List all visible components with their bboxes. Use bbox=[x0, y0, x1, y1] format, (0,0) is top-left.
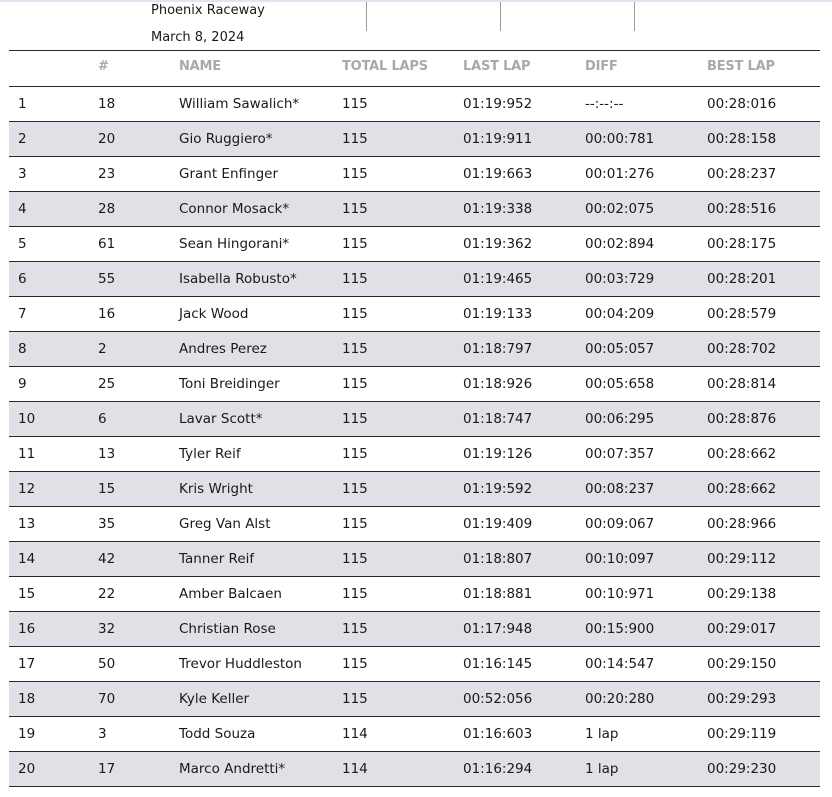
table-row bbox=[9, 157, 820, 192]
diff-cell: 00:02:075 bbox=[585, 201, 655, 217]
best-lap-cell: 00:29:017 bbox=[707, 621, 777, 637]
diff-cell: 00:20:280 bbox=[585, 691, 655, 707]
car-number-cell: 3 bbox=[98, 726, 107, 742]
total-laps-cell: 115 bbox=[342, 271, 368, 287]
last-lap-cell: 01:16:603 bbox=[463, 726, 533, 742]
last-lap-cell: 01:19:338 bbox=[463, 201, 533, 217]
position-cell: 10 bbox=[18, 411, 36, 427]
driver-name-cell: Sean Hingorani* bbox=[179, 236, 290, 252]
diff-cell: 00:10:971 bbox=[585, 586, 655, 602]
table-row bbox=[9, 87, 820, 122]
col-header-total-laps: TOTAL LAPS bbox=[342, 59, 428, 74]
diff-cell: 1 lap bbox=[585, 761, 619, 777]
best-lap-cell: 00:28:966 bbox=[707, 516, 777, 532]
car-number-cell: 22 bbox=[98, 586, 116, 602]
best-lap-cell: 00:29:138 bbox=[707, 586, 777, 602]
car-number-cell: 16 bbox=[98, 306, 116, 322]
table-row bbox=[9, 437, 820, 472]
table-row bbox=[9, 507, 820, 542]
diff-cell: --:--:-- bbox=[585, 96, 624, 112]
table-row bbox=[9, 227, 820, 262]
last-lap-cell: 01:19:126 bbox=[463, 446, 533, 462]
position-cell: 19 bbox=[18, 726, 36, 742]
last-lap-cell: 01:19:911 bbox=[463, 131, 533, 147]
table-row bbox=[9, 262, 820, 297]
best-lap-cell: 00:28:876 bbox=[707, 411, 777, 427]
best-lap-cell: 00:29:112 bbox=[707, 551, 777, 567]
header-divider bbox=[634, 2, 635, 31]
col-header-last-lap: LAST LAP bbox=[463, 59, 531, 74]
car-number-cell: 17 bbox=[98, 761, 116, 777]
driver-name-cell: Greg Van Alst bbox=[179, 516, 271, 532]
last-lap-cell: 01:18:747 bbox=[463, 411, 533, 427]
driver-name-cell: Kris Wright bbox=[179, 481, 253, 497]
position-cell: 1 bbox=[18, 96, 27, 112]
best-lap-cell: 00:28:702 bbox=[707, 341, 777, 357]
car-number-cell: 32 bbox=[98, 621, 116, 637]
table-row bbox=[9, 577, 820, 612]
car-number-cell: 70 bbox=[98, 691, 116, 707]
car-number-cell: 42 bbox=[98, 551, 116, 567]
last-lap-cell: 01:18:881 bbox=[463, 586, 533, 602]
total-laps-cell: 115 bbox=[342, 621, 368, 637]
car-number-cell: 2 bbox=[98, 341, 107, 357]
car-number-cell: 18 bbox=[98, 96, 116, 112]
position-cell: 4 bbox=[18, 201, 27, 217]
car-number-cell: 50 bbox=[98, 656, 116, 672]
total-laps-cell: 115 bbox=[342, 691, 368, 707]
table-row bbox=[9, 682, 820, 717]
header-divider bbox=[500, 2, 501, 31]
table-row bbox=[9, 612, 820, 647]
total-laps-cell: 115 bbox=[342, 586, 368, 602]
total-laps-cell: 115 bbox=[342, 411, 368, 427]
best-lap-cell: 00:28:175 bbox=[707, 236, 777, 252]
total-laps-cell: 115 bbox=[342, 166, 368, 182]
col-header-diff: DIFF bbox=[585, 59, 618, 74]
car-number-cell: 35 bbox=[98, 516, 116, 532]
last-lap-cell: 01:19:592 bbox=[463, 481, 533, 497]
driver-name-cell: Gio Ruggiero* bbox=[179, 131, 273, 147]
last-lap-cell: 00:52:056 bbox=[463, 691, 533, 707]
diff-cell: 1 lap bbox=[585, 726, 619, 742]
driver-name-cell: Tyler Reif bbox=[179, 446, 241, 462]
car-number-cell: 15 bbox=[98, 481, 116, 497]
best-lap-cell: 00:28:662 bbox=[707, 446, 777, 462]
table-row bbox=[9, 367, 820, 402]
best-lap-cell: 00:28:814 bbox=[707, 376, 777, 392]
total-laps-cell: 115 bbox=[342, 306, 368, 322]
position-cell: 15 bbox=[18, 586, 36, 602]
total-laps-cell: 115 bbox=[342, 551, 368, 567]
driver-name-cell: Amber Balcaen bbox=[179, 586, 282, 602]
last-lap-cell: 01:19:133 bbox=[463, 306, 533, 322]
best-lap-cell: 00:28:201 bbox=[707, 271, 777, 287]
diff-cell: 00:07:357 bbox=[585, 446, 655, 462]
col-header-name: NAME bbox=[179, 59, 221, 74]
driver-name-cell: Tanner Reif bbox=[179, 551, 255, 567]
last-lap-cell: 01:17:948 bbox=[463, 621, 533, 637]
best-lap-cell: 00:28:237 bbox=[707, 166, 777, 182]
diff-cell: 00:03:729 bbox=[585, 271, 655, 287]
car-number-cell: 28 bbox=[98, 201, 116, 217]
car-number-cell: 20 bbox=[98, 131, 116, 147]
best-lap-cell: 00:29:150 bbox=[707, 656, 777, 672]
driver-name-cell: William Sawalich* bbox=[179, 96, 300, 112]
driver-name-cell: Toni Breidinger bbox=[179, 376, 280, 392]
last-lap-cell: 01:18:797 bbox=[463, 341, 533, 357]
table-row bbox=[9, 122, 820, 157]
driver-name-cell: Grant Enfinger bbox=[179, 166, 278, 182]
last-lap-cell: 01:19:362 bbox=[463, 236, 533, 252]
car-number-cell: 13 bbox=[98, 446, 116, 462]
position-cell: 6 bbox=[18, 271, 27, 287]
best-lap-cell: 00:28:158 bbox=[707, 131, 777, 147]
position-cell: 2 bbox=[18, 131, 27, 147]
last-lap-cell: 01:18:926 bbox=[463, 376, 533, 392]
diff-cell: 00:09:067 bbox=[585, 516, 655, 532]
diff-cell: 00:00:781 bbox=[585, 131, 655, 147]
position-cell: 13 bbox=[18, 516, 36, 532]
diff-cell: 00:15:900 bbox=[585, 621, 655, 637]
table-row bbox=[9, 752, 820, 787]
diff-cell: 00:01:276 bbox=[585, 166, 655, 182]
total-laps-cell: 115 bbox=[342, 201, 368, 217]
car-number-cell: 61 bbox=[98, 236, 116, 252]
last-lap-cell: 01:18:807 bbox=[463, 551, 533, 567]
last-lap-cell: 01:19:409 bbox=[463, 516, 533, 532]
position-cell: 7 bbox=[18, 306, 27, 322]
position-cell: 18 bbox=[18, 691, 36, 707]
best-lap-cell: 00:28:579 bbox=[707, 306, 777, 322]
position-cell: 9 bbox=[18, 376, 27, 392]
best-lap-cell: 00:29:293 bbox=[707, 691, 777, 707]
position-cell: 11 bbox=[18, 446, 36, 462]
position-cell: 8 bbox=[18, 341, 27, 357]
table-row bbox=[9, 717, 820, 752]
driver-name-cell: Isabella Robusto* bbox=[179, 271, 297, 287]
table-row bbox=[9, 472, 820, 507]
diff-cell: 00:02:894 bbox=[585, 236, 655, 252]
top-border bbox=[0, 0, 832, 2]
total-laps-cell: 115 bbox=[342, 96, 368, 112]
position-cell: 5 bbox=[18, 236, 27, 252]
total-laps-cell: 114 bbox=[342, 761, 368, 777]
best-lap-cell: 00:29:119 bbox=[707, 726, 777, 742]
driver-name-cell: Todd Souza bbox=[179, 726, 256, 742]
table-row bbox=[9, 297, 820, 332]
table-row bbox=[9, 192, 820, 227]
total-laps-cell: 115 bbox=[342, 481, 368, 497]
diff-cell: 00:10:097 bbox=[585, 551, 655, 567]
header-rule bbox=[9, 50, 820, 51]
col-header-number: # bbox=[98, 59, 109, 74]
car-number-cell: 23 bbox=[98, 166, 116, 182]
driver-name-cell: Christian Rose bbox=[179, 621, 276, 637]
total-laps-cell: 115 bbox=[342, 131, 368, 147]
table-row bbox=[9, 542, 820, 577]
header-divider bbox=[366, 2, 367, 31]
car-number-cell: 55 bbox=[98, 271, 116, 287]
position-cell: 20 bbox=[18, 761, 36, 777]
best-lap-cell: 00:28:516 bbox=[707, 201, 777, 217]
race-date: March 8, 2024 bbox=[151, 30, 245, 45]
car-number-cell: 25 bbox=[98, 376, 116, 392]
driver-name-cell: Kyle Keller bbox=[179, 691, 250, 707]
best-lap-cell: 00:29:230 bbox=[707, 761, 777, 777]
last-lap-cell: 01:19:952 bbox=[463, 96, 533, 112]
position-cell: 3 bbox=[18, 166, 27, 182]
table-row bbox=[9, 332, 820, 367]
col-header-best-lap: BEST LAP bbox=[707, 59, 775, 74]
position-cell: 17 bbox=[18, 656, 36, 672]
position-cell: 14 bbox=[18, 551, 36, 567]
best-lap-cell: 00:28:016 bbox=[707, 96, 777, 112]
last-lap-cell: 01:19:465 bbox=[463, 271, 533, 287]
driver-name-cell: Jack Wood bbox=[179, 306, 249, 322]
total-laps-cell: 115 bbox=[342, 446, 368, 462]
driver-name-cell: Connor Mosack* bbox=[179, 201, 290, 217]
diff-cell: 00:04:209 bbox=[585, 306, 655, 322]
car-number-cell: 6 bbox=[98, 411, 107, 427]
position-cell: 12 bbox=[18, 481, 36, 497]
driver-name-cell: Trevor Huddleston bbox=[179, 656, 302, 672]
venue-name: Phoenix Raceway bbox=[151, 3, 265, 18]
position-cell: 16 bbox=[18, 621, 36, 637]
last-lap-cell: 01:16:294 bbox=[463, 761, 533, 777]
total-laps-cell: 115 bbox=[342, 236, 368, 252]
total-laps-cell: 115 bbox=[342, 376, 368, 392]
best-lap-cell: 00:28:662 bbox=[707, 481, 777, 497]
last-lap-cell: 01:19:663 bbox=[463, 166, 533, 182]
table-row bbox=[9, 647, 820, 682]
last-lap-cell: 01:16:145 bbox=[463, 656, 533, 672]
table-row bbox=[9, 402, 820, 437]
diff-cell: 00:14:547 bbox=[585, 656, 655, 672]
driver-name-cell: Lavar Scott* bbox=[179, 411, 263, 427]
total-laps-cell: 114 bbox=[342, 726, 368, 742]
total-laps-cell: 115 bbox=[342, 516, 368, 532]
driver-name-cell: Andres Perez bbox=[179, 341, 267, 357]
total-laps-cell: 115 bbox=[342, 341, 368, 357]
driver-name-cell: Marco Andretti* bbox=[179, 761, 286, 777]
diff-cell: 00:05:057 bbox=[585, 341, 655, 357]
total-laps-cell: 115 bbox=[342, 656, 368, 672]
diff-cell: 00:06:295 bbox=[585, 411, 655, 427]
diff-cell: 00:08:237 bbox=[585, 481, 655, 497]
diff-cell: 00:05:658 bbox=[585, 376, 655, 392]
